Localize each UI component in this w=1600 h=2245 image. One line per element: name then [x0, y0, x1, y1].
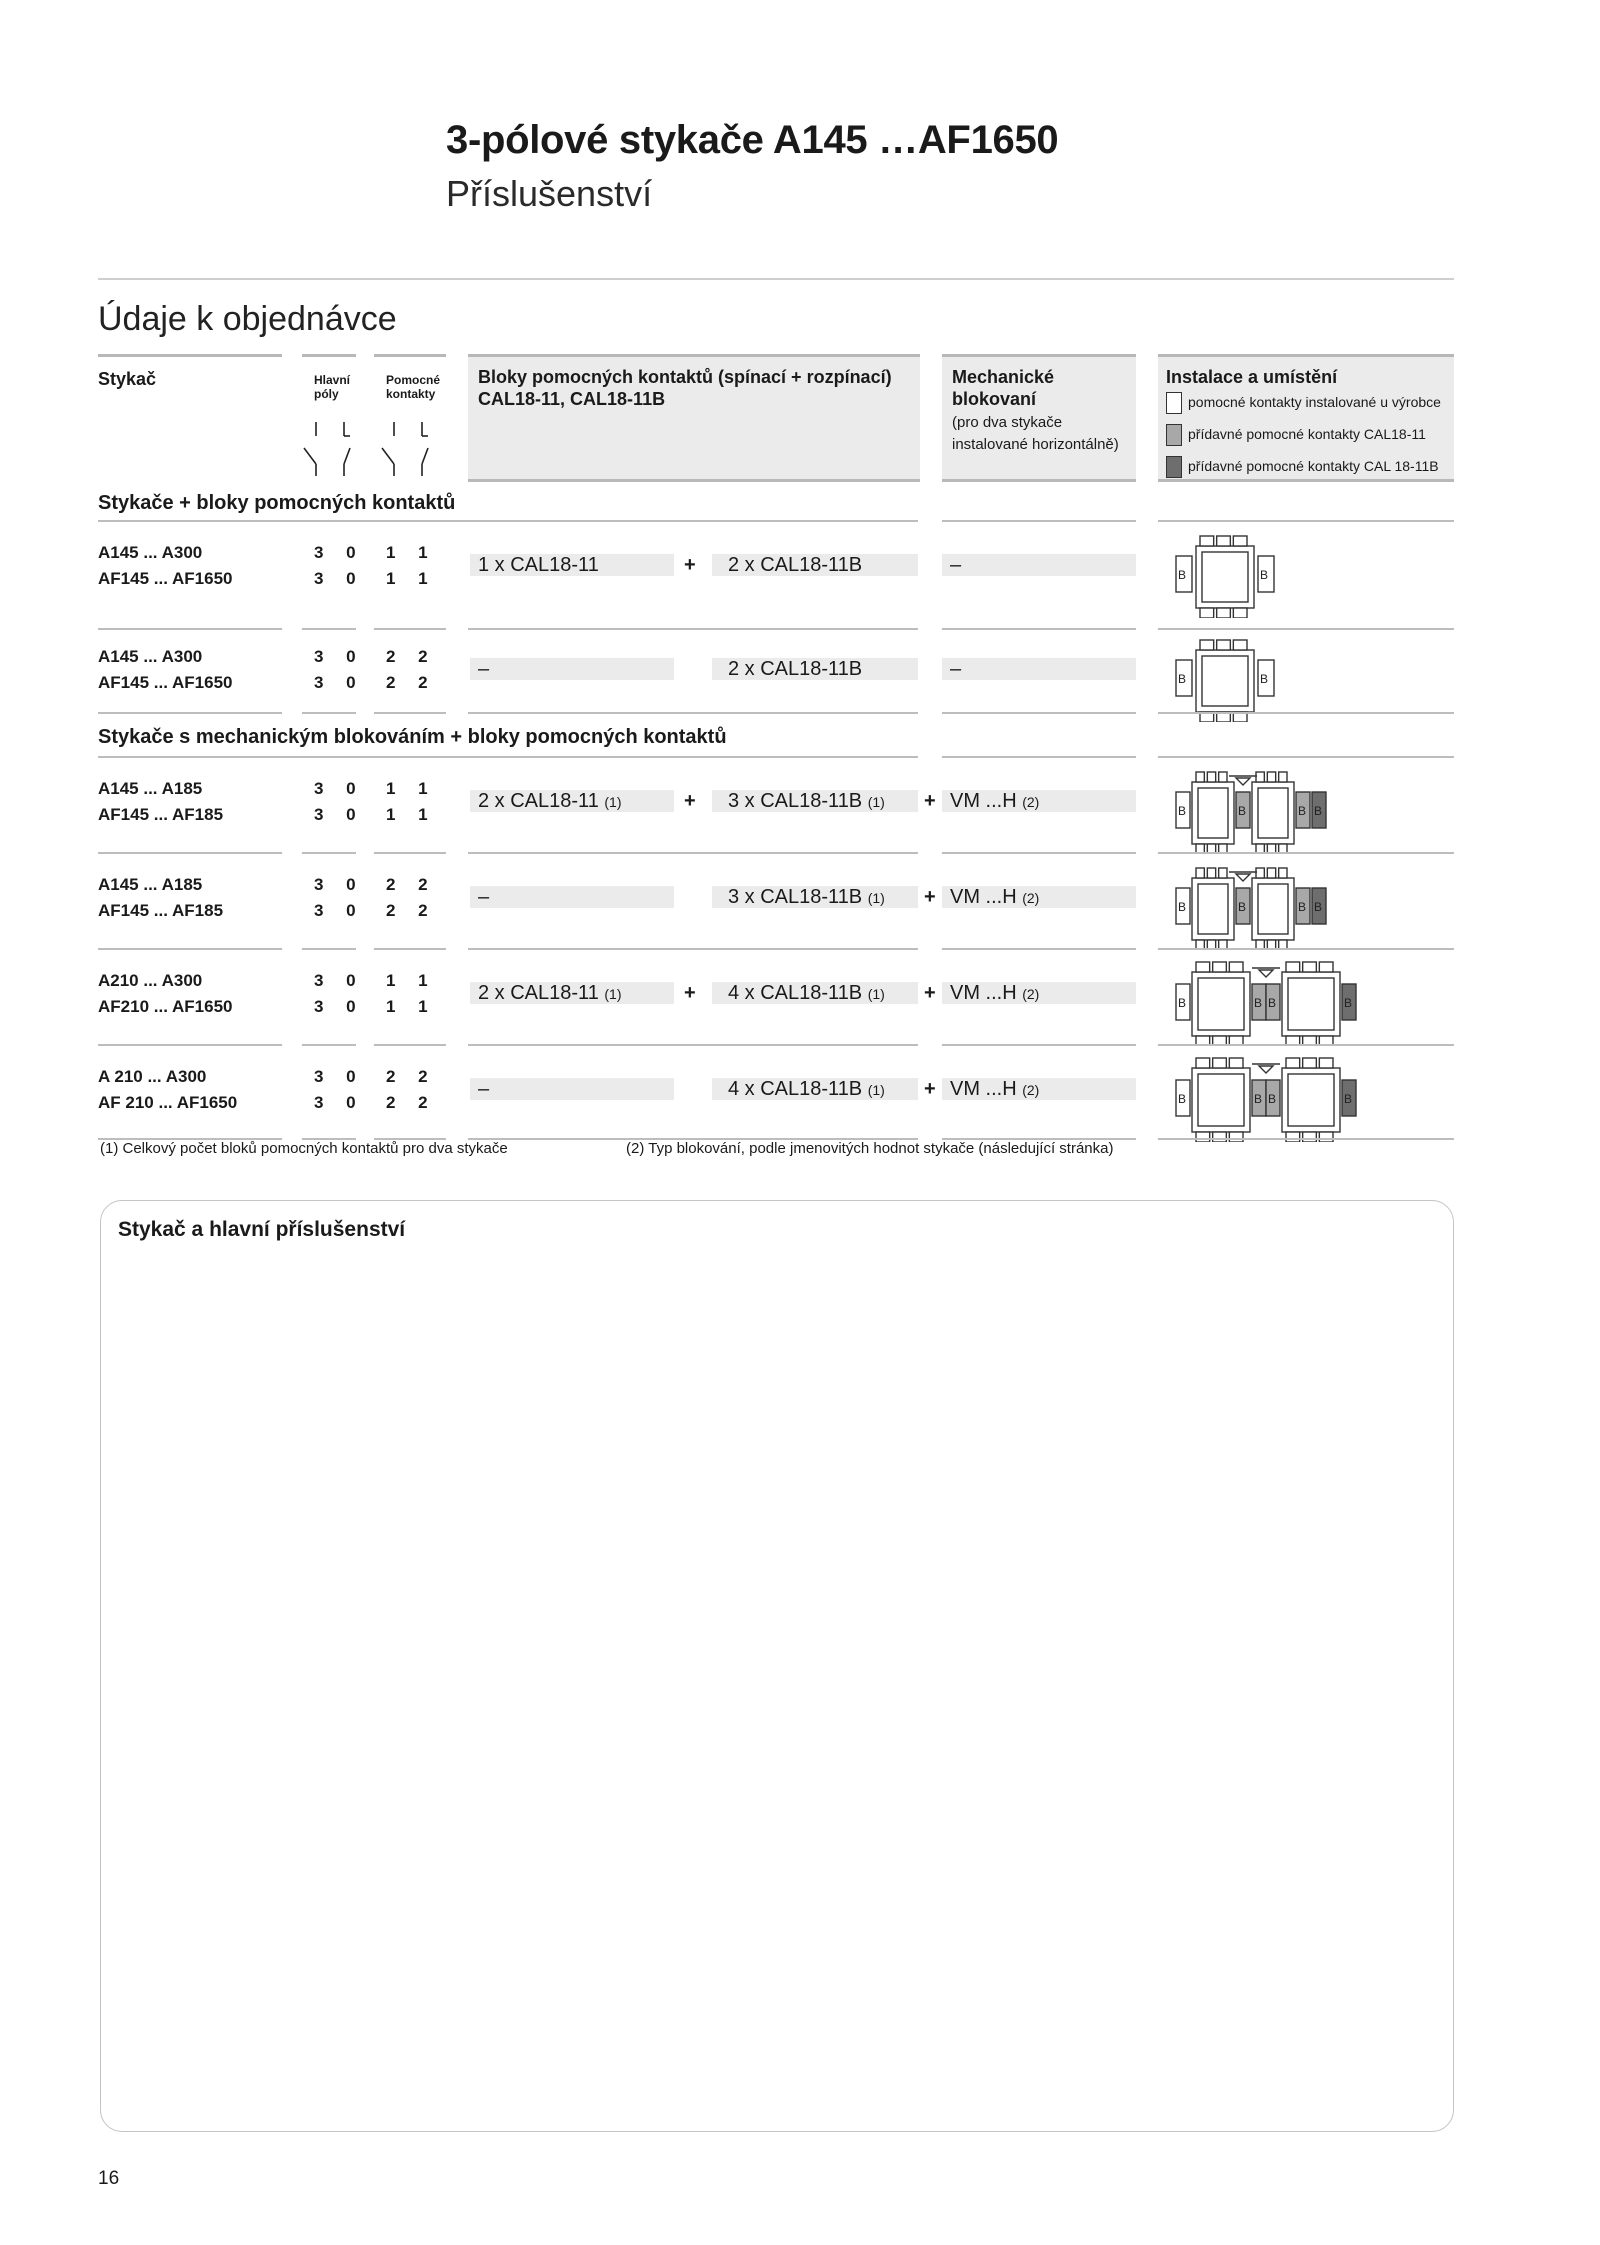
mech-interlock-cell — [942, 982, 1136, 1004]
header-aux-contacts-1: Pomocné — [386, 373, 441, 387]
mech-interlock-cell — [942, 790, 1136, 812]
header-aux-contacts-2: kontakty — [386, 387, 436, 401]
cal18-11b-value: 4 x CAL18-11B — [728, 982, 863, 1004]
legend-label: pomocné kontakty instalované u výrobce — [1188, 394, 1441, 410]
svg-text:B: B — [1344, 996, 1353, 1010]
row-rule — [98, 1044, 282, 1046]
plus-sign: + — [684, 790, 696, 812]
legend-label: přídavné pomocné kontakty CAL 18-11B — [1188, 458, 1439, 474]
contactor-name: A145 ... A185 — [98, 875, 203, 894]
mech-interlock-value: – — [950, 554, 962, 576]
row-rule — [302, 948, 356, 950]
contactor-name: A210 ... A300 — [98, 971, 203, 990]
footnote-ref: (2) — [1022, 986, 1040, 1002]
row-rule — [1158, 1138, 1454, 1140]
document-subtitle: Příslušenství — [446, 173, 653, 214]
aux-contacts-value: 2 2 — [386, 647, 437, 666]
footnote-ref: (1) — [604, 986, 622, 1002]
page-number: 16 — [98, 2168, 120, 2189]
aux-contacts-value: 2 2 — [386, 901, 437, 920]
row-rule — [1158, 852, 1454, 854]
main-poles-value: 3 0 — [314, 673, 365, 692]
aux-contacts-value: 2 2 — [386, 875, 437, 894]
svg-text:B: B — [1178, 1092, 1187, 1106]
svg-text:B: B — [1260, 672, 1269, 686]
header-mech-3: (pro dva stykače — [952, 414, 1063, 431]
main-poles-value: 3 0 — [314, 1093, 365, 1112]
plus-sign: + — [924, 982, 936, 1004]
header-divider — [98, 278, 1454, 280]
footnote-ref: (2) — [1022, 1082, 1040, 1098]
installation-diagram — [1158, 1052, 1454, 1142]
footnote-1: (1) Celkový počet bloků pomocných kontaktů pro dva stykače — [100, 1140, 508, 1157]
row-rule — [468, 628, 918, 630]
contactor-name: A145 ... A185 — [98, 779, 203, 798]
cal18-11-cell — [470, 554, 674, 576]
row-rule — [942, 712, 1136, 714]
main-poles-value: 3 0 — [314, 997, 365, 1016]
svg-text:B: B — [1298, 900, 1307, 914]
installation-diagram — [1158, 528, 1454, 618]
svg-text:B: B — [1178, 672, 1187, 686]
row-rule — [302, 628, 356, 630]
row-rule — [98, 948, 282, 950]
row-rule — [1158, 1044, 1454, 1046]
row-rule — [98, 628, 282, 630]
cal18-11-value: 2 x CAL18-11 — [478, 790, 599, 812]
aux-contacts-value: 1 1 — [386, 971, 437, 990]
header-main-poles-1: Hlavní — [314, 373, 351, 387]
plus-sign: + — [924, 790, 936, 812]
cal18-11b-cell — [712, 554, 918, 576]
footnote-ref: (1) — [867, 890, 885, 906]
contactor-name: A 210 ... A300 — [98, 1067, 207, 1086]
row-rule — [468, 712, 918, 714]
svg-text:B: B — [1238, 900, 1247, 914]
plus-sign: + — [924, 886, 936, 908]
header-aux-blocks-1: Bloky pomocných kontaktů (spínací + rozpínací) — [478, 367, 892, 387]
row-rule — [942, 756, 1136, 758]
main-poles-value: 3 0 — [314, 805, 365, 824]
plus-sign: + — [924, 1078, 936, 1100]
installation-diagram — [1158, 764, 1454, 854]
footnote-ref: (2) — [1022, 890, 1040, 906]
legend-swatch — [1166, 392, 1182, 414]
main-poles-value: 3 0 — [314, 543, 365, 562]
cal18-11b-value: 2 x CAL18-11B — [728, 658, 863, 680]
contactor-name: AF145 ... AF185 — [98, 805, 224, 824]
cal18-11-value: 2 x CAL18-11 — [478, 982, 599, 1004]
mech-interlock-value: VM ...H — [950, 982, 1017, 1004]
svg-text:B: B — [1268, 996, 1277, 1010]
cal18-11b-value: 2 x CAL18-11B — [728, 554, 863, 576]
row-rule — [374, 1044, 446, 1046]
contactor-name: AF 210 ... AF1650 — [98, 1093, 238, 1112]
row-rule — [374, 948, 446, 950]
svg-text:B: B — [1178, 568, 1187, 582]
mech-interlock-value: VM ...H — [950, 1078, 1017, 1100]
row-rule — [1158, 712, 1454, 714]
mech-interlock-value: VM ...H — [950, 886, 1017, 908]
mech-interlock-cell — [942, 554, 1136, 576]
cal18-11-cell — [470, 790, 674, 812]
header-mech-1: Mechanické — [952, 367, 1055, 387]
contactor-name: AF145 ... AF185 — [98, 901, 224, 920]
footnote-ref: (1) — [867, 1082, 885, 1098]
row-rule — [98, 852, 282, 854]
cal18-11b-cell — [712, 886, 918, 908]
svg-text:B: B — [1260, 568, 1269, 582]
contactor-name: AF145 ... AF1650 — [98, 673, 233, 692]
contactor-name: AF145 ... AF1650 — [98, 569, 233, 588]
cal18-11-cell — [470, 1078, 674, 1100]
installation-diagram — [1158, 860, 1454, 950]
header-mech-4: instalované horizontálně) — [952, 436, 1119, 453]
accessories-panel-title: Stykač a hlavní příslušenství — [118, 1218, 406, 1241]
row-rule — [98, 712, 282, 714]
contactor-name: A145 ... A300 — [98, 647, 203, 666]
installation-diagram — [1158, 956, 1454, 1046]
aux-contacts-value: 1 1 — [386, 569, 437, 588]
svg-text:B: B — [1268, 1092, 1277, 1106]
row-rule — [468, 948, 918, 950]
main-poles-value: 3 0 — [314, 875, 365, 894]
row-rule — [468, 852, 918, 854]
legend-swatch — [1166, 456, 1182, 478]
svg-text:B: B — [1298, 804, 1307, 818]
contact-symbols-icon — [296, 418, 446, 480]
cal18-11b-cell — [712, 790, 918, 812]
header-install: Instalace a umístění — [1166, 367, 1338, 387]
contactor-name: AF210 ... AF1650 — [98, 997, 233, 1016]
cal18-11b-value: 4 x CAL18-11B — [728, 1078, 863, 1100]
row-rule — [942, 1044, 1136, 1046]
row-rule — [468, 1044, 918, 1046]
group-title-aux-blocks: Stykače + bloky pomocných kontaktů — [98, 492, 456, 514]
legend-label: přídavné pomocné kontakty CAL18-11 — [1188, 426, 1426, 442]
cal18-11b-cell — [712, 1078, 918, 1100]
row-rule — [302, 852, 356, 854]
row-rule — [942, 852, 1136, 854]
cal18-11b-value: 3 x CAL18-11B — [728, 886, 863, 908]
section-heading: Údaje k objednávce — [98, 300, 397, 338]
contactor-name: A145 ... A300 — [98, 543, 203, 562]
cal18-11b-value: 3 x CAL18-11B — [728, 790, 863, 812]
main-poles-value: 3 0 — [314, 901, 365, 920]
svg-text:B: B — [1254, 1092, 1263, 1106]
group-title-mech-interlock: Stykače s mechanickým blokováním + bloky pomocných kontaktů — [98, 726, 727, 748]
header-main-poles-2: póly — [314, 387, 339, 401]
cal18-11-value: – — [478, 886, 490, 908]
svg-text:B: B — [1254, 996, 1263, 1010]
row-rule — [302, 712, 356, 714]
svg-text:B: B — [1178, 804, 1187, 818]
row-rule — [942, 628, 1136, 630]
row-rule — [1158, 628, 1454, 630]
footnote-ref: (1) — [604, 794, 622, 810]
header-aux-blocks-2: CAL18-11, CAL18-11B — [478, 389, 666, 409]
row-rule — [302, 1044, 356, 1046]
aux-contacts-value: 1 1 — [386, 997, 437, 1016]
footnote-ref: (2) — [1022, 794, 1040, 810]
main-poles-value: 3 0 — [314, 1067, 365, 1086]
legend-swatch — [1166, 424, 1182, 446]
row-rule — [374, 712, 446, 714]
main-poles-value: 3 0 — [314, 569, 365, 588]
aux-contacts-value: 2 2 — [386, 1093, 437, 1112]
installation-diagram — [1158, 632, 1454, 722]
mech-interlock-cell — [942, 886, 1136, 908]
row-rule — [374, 628, 446, 630]
header-mech-2: blokovaní — [952, 389, 1037, 409]
accessories-panel — [100, 1200, 1454, 2132]
aux-contacts-value: 1 1 — [386, 779, 437, 798]
footnote-ref: (1) — [867, 794, 885, 810]
aux-contacts-value: 2 2 — [386, 1067, 437, 1086]
cal18-11-value: – — [478, 658, 490, 680]
header-contactor: Stykač — [98, 369, 157, 389]
mech-interlock-cell — [942, 658, 1136, 680]
cal18-11-value: 1 x CAL18-11 — [478, 554, 599, 576]
aux-contacts-value: 1 1 — [386, 543, 437, 562]
row-rule — [374, 852, 446, 854]
cal18-11b-cell — [712, 982, 918, 1004]
svg-text:B: B — [1344, 1092, 1353, 1106]
plus-sign: + — [684, 982, 696, 1004]
row-rule — [942, 948, 1136, 950]
document-title: 3-pólové stykače A145 …AF1650 — [446, 118, 1059, 162]
footnote-2: (2) Typ blokování, podle jmenovitých hodnot stykače (následující stránka) — [626, 1140, 1114, 1157]
main-poles-value: 3 0 — [314, 779, 365, 798]
mech-interlock-cell — [942, 1078, 1136, 1100]
aux-contacts-value: 2 2 — [386, 673, 437, 692]
mech-interlock-value: – — [950, 658, 962, 680]
row-rule — [98, 756, 918, 758]
cal18-11b-cell — [712, 658, 918, 680]
main-poles-value: 3 0 — [314, 971, 365, 990]
svg-text:B: B — [1314, 900, 1323, 914]
footnote-ref: (1) — [867, 986, 885, 1002]
cal18-11-cell — [470, 886, 674, 908]
row-rule — [1158, 756, 1454, 758]
svg-text:B: B — [1238, 804, 1247, 818]
cal18-11-value: – — [478, 1078, 490, 1100]
aux-contacts-value: 1 1 — [386, 805, 437, 824]
row-rule — [1158, 948, 1454, 950]
cal18-11-cell — [470, 658, 674, 680]
svg-text:B: B — [1178, 900, 1187, 914]
svg-text:B: B — [1314, 804, 1323, 818]
mech-interlock-value: VM ...H — [950, 790, 1017, 812]
cal18-11-cell — [470, 982, 674, 1004]
svg-text:B: B — [1178, 996, 1187, 1010]
main-poles-value: 3 0 — [314, 647, 365, 666]
plus-sign: + — [684, 554, 696, 576]
